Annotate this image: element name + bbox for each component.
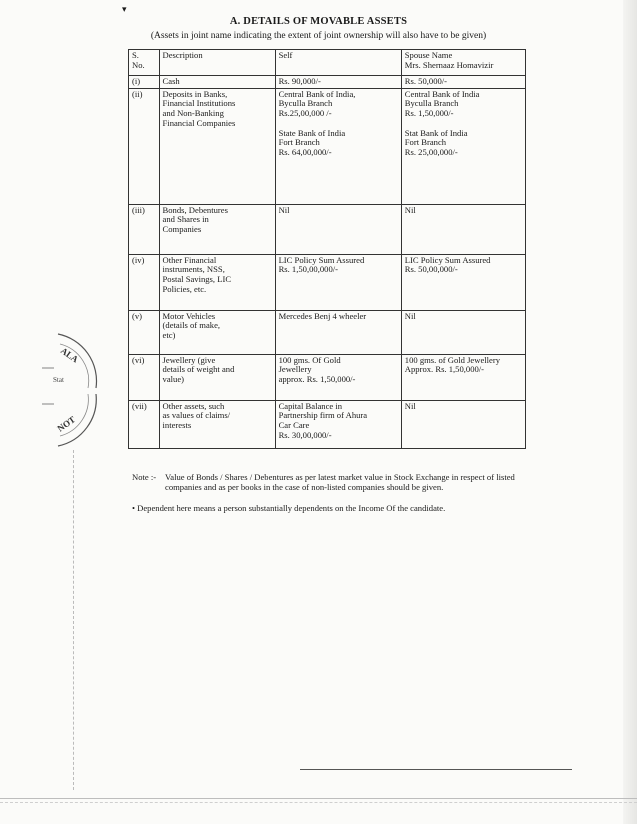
stamp-side-text: Stat <box>53 376 64 384</box>
scan-artifact-rule <box>300 769 572 770</box>
row-description: Other assets, such as values of claims/ interests <box>159 400 275 448</box>
page-title: A. DETAILS OF MOVABLE ASSETS <box>229 16 408 27</box>
stamp-top-text: ALA <box>58 345 81 365</box>
table-row-deposits <box>129 88 526 204</box>
row-self: Nil <box>275 204 401 254</box>
row-description: Other Financial instruments, NSS, Postal Savings, LIC Policies, etc. <box>159 254 275 310</box>
row-self: LIC Policy Sum Assured Rs. 1,50,00,000/- <box>275 254 401 310</box>
row-spouse: Nil <box>401 400 525 448</box>
page-subtitle: (Assets in joint name indicating the extent of joint ownership will also have to be given) <box>150 31 487 41</box>
header-spouse: Spouse Name Mrs. Shernaaz Homavizir <box>401 50 525 76</box>
row-spouse: 100 gms. of Gold Jewellery Approx. Rs. 1,50,000/- <box>401 354 525 400</box>
row-description: Bonds, Debentures and Shares in Companies <box>159 204 275 254</box>
stamp-bottom-text: NOT <box>55 414 78 434</box>
row-self: Central Bank of India, Byculla Branch Rs.25,00,000 /- State Bank of India Fort Branch Rs. 64,00,000/- <box>275 88 401 204</box>
row-sno: (iv) <box>129 254 160 310</box>
row-self: Mercedes Benj 4 wheeler <box>275 310 401 354</box>
note-text: Value of Bonds / Shares / Debentures as per latest market value in Stock Exchange in respect of listed companies and as per books in the case of non-listed companies should be given. <box>165 472 515 492</box>
row-description: Jewellery (give details of weight and value) <box>159 354 275 400</box>
row-spouse: Nil <box>401 310 525 354</box>
row-spouse: Central Bank of India Byculla Branch Rs. 1,50,000/- Stat Bank of India Fort Branch Rs. 25,00,000/- <box>401 88 525 204</box>
row-sno: (vi) <box>129 354 160 400</box>
scan-edge-shadow <box>623 0 637 824</box>
row-self: Rs. 90,000/- <box>275 76 401 89</box>
row-sno: (vii) <box>129 400 160 448</box>
row-description: Deposits in Banks, Financial Institutions and Non-Banking Financial Companies <box>159 88 275 204</box>
row-sno: (i) <box>129 76 160 89</box>
header-self: Self <box>275 50 401 76</box>
row-description: Motor Vehicles (details of make, etc) <box>159 310 275 354</box>
table-row-motor-vehicles <box>129 310 526 354</box>
movable-assets-table <box>128 49 526 449</box>
table-row-cash <box>129 76 526 89</box>
scan-artifact-left <box>73 450 76 790</box>
dependent-footnote: • Dependent here means a person substantially dependents on the Income Of the candidate. <box>132 503 446 513</box>
row-spouse: LIC Policy Sum Assured Rs. 50,00,000/- <box>401 254 525 310</box>
table-row-financial-instruments <box>129 254 526 310</box>
header-sno: S. No. <box>129 50 160 76</box>
row-sno: (ii) <box>129 88 160 204</box>
crop-mark: ▾ <box>122 4 127 14</box>
table-row-jewellery <box>129 354 526 400</box>
row-description: Cash <box>159 76 275 89</box>
table-header-row <box>129 50 526 76</box>
notary-stamp-seal <box>38 330 98 450</box>
row-self: 100 gms. Of Gold Jewellery approx. Rs. 1,50,000/- <box>275 354 401 400</box>
row-spouse: Rs. 50,000/- <box>401 76 525 89</box>
header-description: Description <box>159 50 275 76</box>
row-self: Capital Balance in Partnership firm of Ahura Car Care Rs. 30,00,000/- <box>275 400 401 448</box>
note-label: Note :- <box>132 472 157 482</box>
table-row-bonds <box>129 204 526 254</box>
row-sno: (v) <box>129 310 160 354</box>
scan-artifact-bottom <box>0 798 637 803</box>
row-sno: (iii) <box>129 204 160 254</box>
row-spouse: Nil <box>401 204 525 254</box>
table-row-other-assets <box>129 400 526 448</box>
